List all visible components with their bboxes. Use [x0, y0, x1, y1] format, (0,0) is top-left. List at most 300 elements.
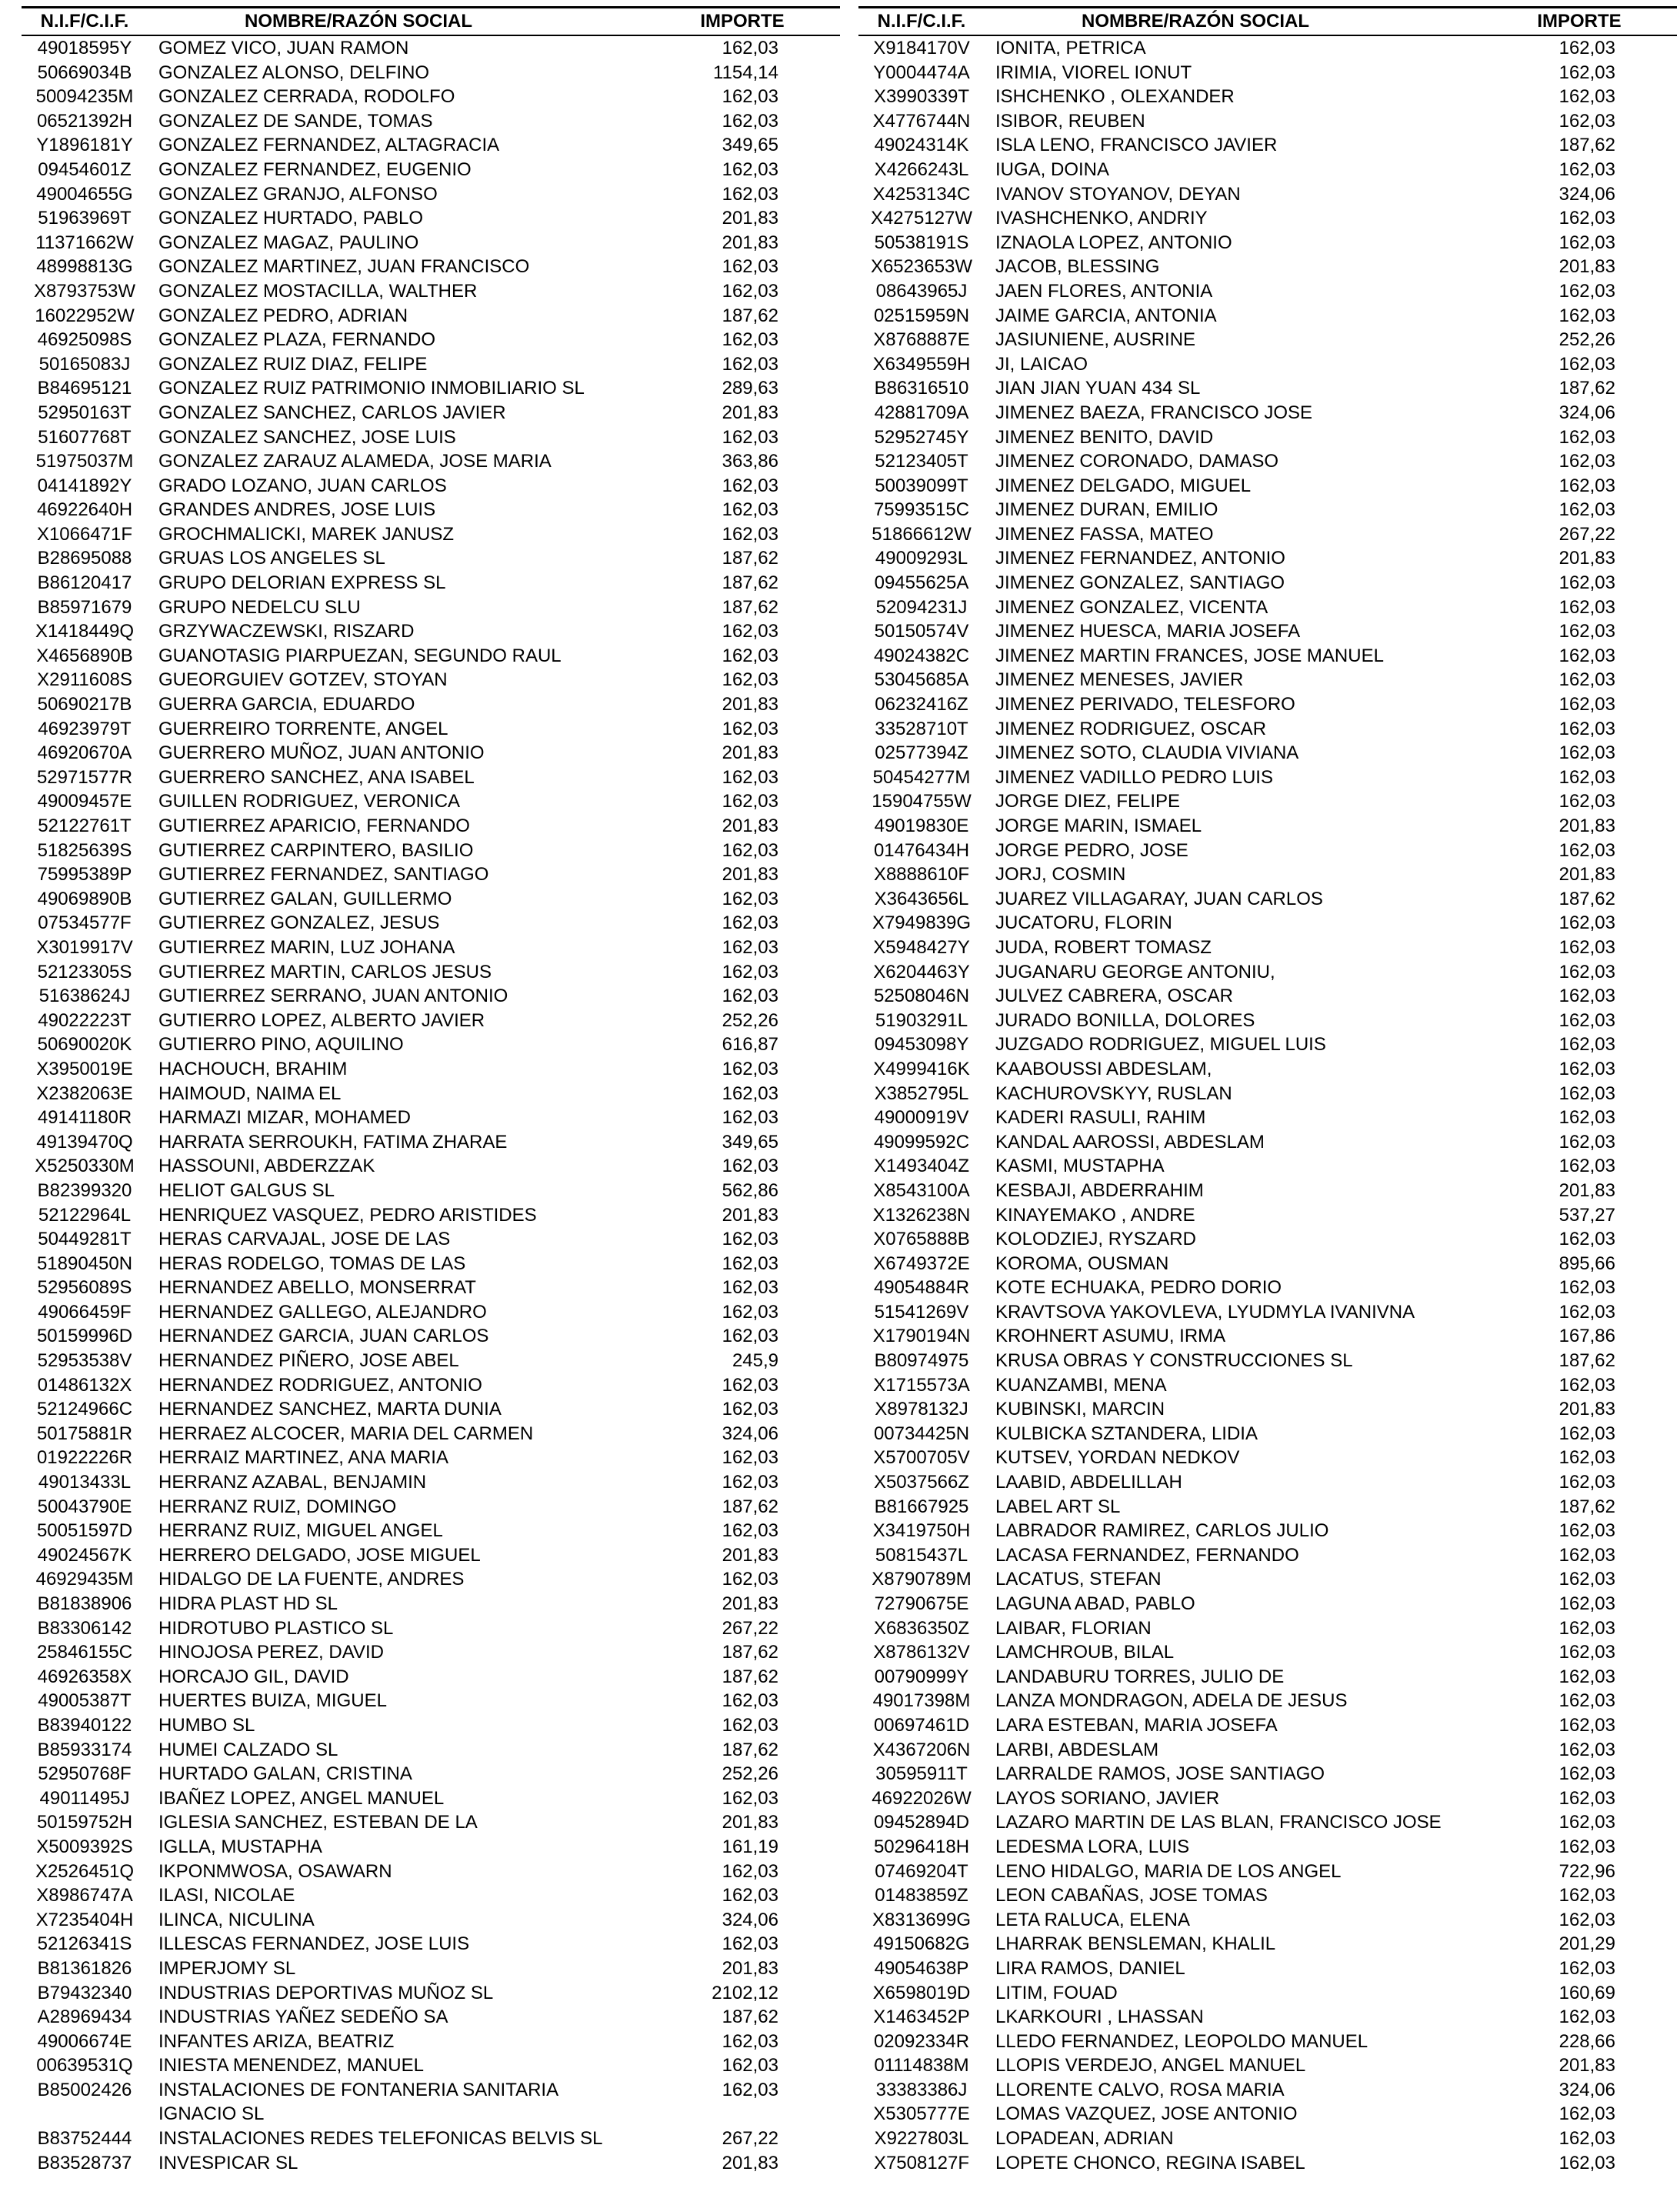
- cell-amount: 162,03: [1558, 1301, 1615, 1323]
- table-row: [858, 109, 1677, 134]
- cell-amount: 201,29: [1558, 1933, 1615, 1955]
- table-row: [22, 498, 840, 522]
- cell-nif: 49009457E: [37, 791, 132, 812]
- table-row: [858, 1397, 1677, 1422]
- cell-name: KESBAJI, ABDERRAHIM: [995, 1179, 1204, 1201]
- cell-nif: 49004655G: [36, 183, 133, 205]
- table-row: [858, 1227, 1677, 1252]
- table-row: [858, 1495, 1677, 1519]
- table-body: [858, 36, 1677, 2175]
- table-row: [22, 2151, 840, 2176]
- cell-amount: 162,03: [1558, 1690, 1615, 1712]
- cell-nif: 46929435M: [35, 1569, 134, 1590]
- table-row: [858, 1179, 1677, 1203]
- table-row: [858, 1009, 1677, 1033]
- table-row: [22, 36, 840, 61]
- cell-amount: 162,03: [1558, 1229, 1615, 1250]
- cell-nif: Y1896181Y: [36, 135, 133, 156]
- cell-amount: 201,83: [1558, 864, 1615, 886]
- cell-nif: 51890450N: [36, 1253, 133, 1274]
- cell-name: INFANTES ARIZA, BEATRIZ: [158, 2030, 395, 2052]
- cell-amount: 162,03: [722, 645, 778, 666]
- cell-name: GONZALEZ MAGAZ, PAULINO: [158, 232, 419, 253]
- cell-name: JORGE DIEZ, FELIPE: [995, 791, 1181, 812]
- table-row: [858, 1446, 1677, 1470]
- cell-amount: 162,03: [1558, 1423, 1615, 1444]
- table-row: [858, 911, 1677, 936]
- cell-name: JACOB, BLESSING: [995, 256, 1160, 278]
- cell-amount: 162,03: [722, 1229, 778, 1250]
- table-row: [858, 814, 1677, 839]
- cell-name: IGLLA, MUSTAPHA: [158, 1836, 322, 1857]
- cell-nif: B83752444: [37, 2128, 132, 2150]
- cell-amount: 162,03: [722, 1107, 778, 1129]
- cell-nif: 53045685A: [874, 669, 969, 691]
- cell-name: GUTIERREZ GALAN, GUILLERMO: [158, 888, 452, 909]
- cell-amount: 228,66: [1558, 2030, 1615, 2052]
- table-row: [22, 1640, 840, 1665]
- cell-amount: 162,03: [1558, 718, 1615, 739]
- table-row: [858, 1835, 1677, 1860]
- cell-name: LACATUS, STEFAN: [995, 1569, 1162, 1590]
- cell-amount: 162,03: [722, 110, 778, 132]
- cell-nif: 30595911T: [875, 1763, 968, 1785]
- cell-name: HARRATA SERROUKH, FATIMA ZHARAE: [158, 1131, 508, 1153]
- cell-amount: 162,03: [722, 986, 778, 1007]
- table-row: [22, 206, 840, 231]
- cell-amount: 187,62: [722, 572, 778, 594]
- cell-nif: X3950019E: [36, 1058, 133, 1079]
- cell-name: HERRAIZ MARTINEZ, ANA MARIA: [158, 1447, 448, 1469]
- cell-nif: X4253134C: [872, 183, 971, 205]
- cell-nif: X5948427Y: [873, 936, 970, 958]
- cell-name: KRAVTSOVA YAKOVLEVA, LYUDMYLA IVANIVNA: [995, 1301, 1415, 1323]
- table-header: [858, 6, 1677, 36]
- table-row: [858, 304, 1677, 329]
- cell-amount: 201,83: [722, 232, 778, 253]
- cell-amount: 324,06: [1558, 402, 1615, 423]
- cell-name: GONZALEZ RUIZ PATRIMONIO INMOBILIARIO SL: [158, 378, 585, 399]
- cell-name: KULBICKA SZTANDERA, LIDIA: [995, 1423, 1258, 1444]
- table-row: [858, 1300, 1677, 1325]
- table-row: [858, 1689, 1677, 1713]
- cell-nif: B84695121: [37, 378, 132, 399]
- cell-amount: 162,03: [722, 961, 778, 982]
- cell-amount: 267,22: [722, 2128, 778, 2150]
- table-row: [858, 1592, 1677, 1616]
- cell-amount: 187,62: [722, 1496, 778, 1517]
- cell-amount: 162,03: [722, 1569, 778, 1590]
- table-row: [22, 61, 840, 85]
- cell-name: IKPONMWOSA, OSAWARN: [158, 1860, 392, 1882]
- cell-nif: 06521392H: [36, 110, 133, 132]
- cell-amount: 162,03: [722, 329, 778, 351]
- cell-amount: 162,03: [1558, 1957, 1615, 1979]
- cell-nif: X3019917V: [36, 936, 133, 958]
- table-row: [22, 1154, 840, 1179]
- cell-nif: X8790789M: [872, 1569, 972, 1590]
- cell-amount: 201,83: [1558, 816, 1615, 836]
- cell-amount: 201,83: [1558, 548, 1615, 569]
- table-row: [22, 182, 840, 207]
- cell-amount: 162,03: [1558, 62, 1615, 83]
- table-header: [22, 6, 840, 36]
- cell-name: ILASI, NICOLAE: [158, 1885, 295, 1906]
- cell-amount: 201,83: [722, 816, 778, 836]
- cell-nif: X3990339T: [873, 86, 970, 108]
- table-row: [858, 1616, 1677, 1641]
- cell-name: LABRADOR RAMIREZ, CARLOS JULIO: [995, 1520, 1329, 1542]
- cell-name: GONZALEZ DE SANDE, TOMAS: [158, 110, 433, 132]
- cell-nif: B83940122: [37, 1714, 132, 1736]
- cell-name: HERNANDEZ ABELLO, MONSERRAT: [158, 1277, 476, 1299]
- header-nif: N.I.F/C.I.F.: [877, 11, 966, 32]
- cell-name: HINOJOSA PEREZ, DAVID: [158, 1642, 384, 1663]
- cell-name: JORGE PEDRO, JOSE: [995, 839, 1188, 861]
- cell-nif: X7949839G: [872, 912, 972, 934]
- cell-name: GONZALEZ PEDRO, ADRIAN: [158, 305, 408, 326]
- table-row: [22, 1762, 840, 1786]
- cell-nif: 51975037M: [35, 451, 134, 472]
- cell-nif: 52508046N: [873, 986, 970, 1007]
- cell-name: JIMENEZ DELGADO, MIGUEL: [995, 475, 1252, 496]
- cell-nif: X1326238N: [872, 1204, 971, 1226]
- cell-nif: 50165083J: [38, 353, 131, 375]
- cell-name: JUZGADO RODRIGUEZ, MIGUEL LUIS: [995, 1034, 1326, 1056]
- cell-nif: 50538191S: [874, 232, 969, 253]
- table-row: [858, 1032, 1677, 1057]
- cell-nif: X6523653W: [870, 256, 973, 278]
- cell-amount: 162,03: [1558, 1107, 1615, 1129]
- cell-amount: 162,03: [722, 1301, 778, 1323]
- cell-name: IGLESIA SANCHEZ, ESTEBAN DE LA: [158, 1812, 478, 1833]
- table-row: [858, 61, 1677, 85]
- cell-nif: X4367206N: [872, 1739, 971, 1760]
- cell-nif: 49141180R: [37, 1107, 132, 1129]
- cell-amount: 162,03: [722, 718, 778, 739]
- table-row: [22, 1713, 840, 1738]
- cell-amount: 162,03: [722, 475, 778, 496]
- table-row: [858, 1203, 1677, 1228]
- table-row: [22, 789, 840, 814]
- table-row: [858, 1908, 1677, 1933]
- cell-nif: X6349559H: [872, 353, 971, 375]
- cell-nif: X5037566Z: [873, 1472, 970, 1493]
- cell-amount: 162,03: [1558, 86, 1615, 108]
- cell-amount: 162,03: [1558, 1156, 1615, 1177]
- cell-name: JIMENEZ BENITO, DAVID: [995, 426, 1214, 448]
- cell-amount: 162,03: [722, 86, 778, 108]
- cell-amount: 160,69: [1558, 1982, 1615, 2003]
- cell-nif: 01486132X: [37, 1374, 132, 1396]
- cell-amount: 162,03: [722, 669, 778, 691]
- cell-amount: 161,19: [722, 1836, 778, 1857]
- cell-nif: 33528710T: [875, 718, 968, 739]
- cell-nif: X6598019D: [872, 1982, 971, 2003]
- cell-amount: 162,03: [1558, 1763, 1615, 1785]
- cell-name: LARBI, ABDESLAM: [995, 1739, 1159, 1760]
- cell-name: GONZALEZ GRANJO, ALFONSO: [158, 183, 438, 205]
- table-row: [22, 1082, 840, 1106]
- table-row: [858, 376, 1677, 401]
- cell-name: GONZALEZ RUIZ DIAZ, FELIPE: [158, 353, 428, 375]
- table-row: [22, 1738, 840, 1763]
- cell-amount: 162,03: [722, 426, 778, 448]
- cell-amount: 162,03: [722, 183, 778, 205]
- table-row: [858, 619, 1677, 644]
- cell-nif: X1790194N: [872, 1326, 971, 1347]
- cell-name: JAIME GARCIA, ANTONIA: [995, 305, 1217, 326]
- cell-amount: 162,03: [722, 1156, 778, 1177]
- cell-name: LAZARO MARTIN DE LAS BLAN, FRANCISCO JOSE: [995, 1812, 1442, 1833]
- cell-nif: X3643656L: [874, 888, 969, 909]
- cell-nif: 52950768F: [38, 1763, 132, 1785]
- cell-amount: 187,62: [1558, 1350, 1615, 1372]
- cell-amount: 162,03: [722, 1058, 778, 1079]
- cell-nif: X7235404H: [35, 1909, 134, 1930]
- table-row: [22, 692, 840, 717]
- cell-nif: 75995389P: [37, 864, 132, 886]
- cell-nif: X5700705V: [873, 1447, 970, 1469]
- cell-name: GUTIERREZ SERRANO, JUAN ANTONIO: [158, 986, 508, 1007]
- cell-amount: 201,83: [722, 208, 778, 229]
- table-row: [858, 182, 1677, 207]
- cell-name: JIMENEZ FERNANDEZ, ANTONIO: [995, 548, 1285, 569]
- cell-nif: 51866612W: [872, 523, 972, 545]
- cell-amount: 162,03: [1558, 1034, 1615, 1056]
- cell-amount: 162,03: [722, 38, 778, 58]
- cell-nif: 49054884R: [873, 1277, 970, 1299]
- cell-nif: 49009293L: [875, 548, 968, 569]
- cell-amount: 162,03: [1558, 1714, 1615, 1736]
- cell-amount: 162,03: [722, 1787, 778, 1809]
- cell-nif: 52952745Y: [874, 426, 969, 448]
- table-row: [858, 984, 1677, 1009]
- table-row: [858, 1956, 1677, 1981]
- cell-name: LHARRAK BENSLEMAN, KHALIL: [995, 1933, 1276, 1955]
- table-row: [858, 766, 1677, 790]
- cell-nif: B79432340: [37, 1982, 132, 2003]
- cell-name: GONZALEZ FERNANDEZ, ALTAGRACIA: [158, 135, 500, 156]
- cell-nif: 46922640H: [36, 499, 133, 521]
- cell-name: JI, LAICAO: [995, 353, 1088, 375]
- cell-nif: 51963969T: [38, 208, 132, 229]
- cell-amount: 162,03: [1558, 110, 1615, 132]
- cell-amount: 162,03: [1558, 1666, 1615, 1687]
- table-row: [858, 1860, 1677, 1884]
- cell-name: KACHUROVSKYY, RUSLAN: [995, 1082, 1232, 1104]
- table-row: [22, 1592, 840, 1616]
- table-row: [858, 1276, 1677, 1300]
- header-amount: IMPORTE: [700, 11, 785, 32]
- cell-nif: X5305777E: [873, 2103, 970, 2125]
- cell-amount: 537,27: [1558, 1204, 1615, 1226]
- cell-name: KRUSA OBRAS Y CONSTRUCCIONES SL: [995, 1350, 1353, 1372]
- cell-name: LAYOS SORIANO, JAVIER: [995, 1787, 1220, 1809]
- cell-nif: 49069890B: [37, 888, 132, 909]
- cell-name: LAIBAR, FLORIAN: [995, 1617, 1152, 1639]
- table-row: [858, 1932, 1677, 1956]
- cell-name: KANDAL AAROSSI, ABDESLAM: [995, 1131, 1265, 1153]
- table-row: [22, 1689, 840, 1713]
- cell-name: HELIOT GALGUS SL: [158, 1179, 335, 1201]
- cell-nif: 00639531Q: [36, 2055, 133, 2077]
- cell-nif: 49066459F: [38, 1301, 132, 1323]
- table-row: [22, 1908, 840, 1933]
- cell-nif: 51541269V: [874, 1301, 969, 1323]
- cell-name: JIAN JIAN YUAN 434 SL: [995, 378, 1201, 399]
- cell-amount: 162,03: [722, 1690, 778, 1712]
- cell-amount: 162,03: [1558, 2128, 1615, 2150]
- cell-amount: 162,03: [1558, 742, 1615, 764]
- table-row: [22, 2078, 840, 2127]
- table-row: [858, 595, 1677, 620]
- cell-amount: 201,83: [722, 2152, 778, 2173]
- cell-nif: 16022952W: [35, 305, 135, 326]
- table-row: [22, 279, 840, 304]
- table-row: [858, 1130, 1677, 1155]
- cell-name: JIMENEZ FASSA, MATEO: [995, 523, 1214, 545]
- table-row: [858, 1543, 1677, 1568]
- cell-nif: X8543100A: [873, 1179, 970, 1201]
- table-row: [858, 1883, 1677, 1908]
- cell-amount: 162,03: [1558, 1082, 1615, 1104]
- cell-amount: 187,62: [722, 1666, 778, 1687]
- cell-nif: 51825639S: [37, 839, 132, 861]
- cell-name: JUDA, ROBERT TOMASZ: [995, 936, 1212, 958]
- cell-nif: 50150574V: [874, 621, 969, 642]
- table-row: [858, 887, 1677, 912]
- cell-name: LOMAS VAZQUEZ, JOSE ANTONIO: [995, 2103, 1298, 2125]
- cell-amount: 201,83: [1558, 2055, 1615, 2077]
- cell-amount: 187,62: [722, 305, 778, 326]
- cell-amount: 324,06: [1558, 183, 1615, 205]
- cell-name: GRUAS LOS ANGELES SL: [158, 548, 385, 569]
- cell-nif: 52953538V: [37, 1350, 132, 1372]
- table-row: [22, 401, 840, 425]
- cell-name: GUERRERO MUÑOZ, JUAN ANTONIO: [158, 742, 485, 764]
- table-row: [22, 984, 840, 1009]
- cell-name: GONZALEZ PLAZA, FERNANDO: [158, 329, 436, 351]
- cell-amount: 162,03: [1558, 451, 1615, 472]
- cell-name: JAEN FLORES, ANTONIA: [995, 280, 1213, 302]
- cell-name: HIDRA PLAST HD SL: [158, 1593, 338, 1614]
- cell-nif: 50690217B: [37, 694, 132, 716]
- cell-nif: 50039099T: [875, 475, 968, 496]
- cell-amount: 162,03: [722, 280, 778, 302]
- cell-amount: 162,03: [1558, 596, 1615, 618]
- cell-amount: 162,03: [1558, 572, 1615, 594]
- cell-amount: 162,03: [722, 1082, 778, 1104]
- cell-amount: 187,62: [1558, 135, 1615, 156]
- cell-nif: 50159996D: [36, 1326, 133, 1347]
- cell-amount: 167,86: [1558, 1326, 1615, 1347]
- cell-amount: 187,62: [1558, 888, 1615, 909]
- cell-amount: 162,03: [1558, 1520, 1615, 1542]
- cell-name: GRUPO NEDELCU SLU: [158, 596, 361, 618]
- cell-amount: 252,26: [1558, 329, 1615, 351]
- cell-name: IVASHCHENKO, ANDRIY: [995, 208, 1208, 229]
- cell-name: HUMBO SL: [158, 1714, 255, 1736]
- cell-nif: X5250330M: [35, 1156, 135, 1177]
- cell-name: KADERI RASULI, RAHIM: [995, 1107, 1206, 1129]
- cell-name: GRANDES ANDRES, JOSE LUIS: [158, 499, 436, 521]
- cell-name: HERRERO DELGADO, JOSE MIGUEL: [158, 1544, 481, 1566]
- cell-name: GUERRERO SANCHEZ, ANA ISABEL: [158, 766, 475, 788]
- table-row: [858, 279, 1677, 304]
- cell-name: JORJ, COSMIN: [995, 864, 1126, 886]
- cell-nif: X5009392S: [36, 1836, 133, 1857]
- cell-nif: X8978132J: [875, 1399, 968, 1420]
- cell-nif: 09454601Z: [38, 158, 132, 180]
- table-row: [22, 1981, 840, 2006]
- cell-amount: 162,03: [722, 791, 778, 812]
- table-row: [22, 133, 840, 158]
- cell-nif: 46922026W: [872, 1787, 972, 1809]
- table-row: [858, 1665, 1677, 1690]
- cell-name: ISIBOR, REUBEN: [995, 110, 1145, 132]
- cell-nif: 49150682G: [873, 1933, 970, 1955]
- cell-amount: 162,03: [1558, 38, 1615, 58]
- table-row: [858, 1762, 1677, 1786]
- table-row: [858, 231, 1677, 255]
- cell-nif: 51638624J: [38, 986, 131, 1007]
- cell-amount: 187,62: [722, 596, 778, 618]
- cell-nif: 49005387T: [38, 1690, 132, 1712]
- cell-amount: 162,03: [722, 1933, 778, 1955]
- table-body: [22, 36, 840, 2175]
- cell-name: ISHCHENKO , OLEXANDER: [995, 86, 1235, 108]
- cell-nif: 52122964L: [38, 1204, 132, 1226]
- cell-name: GUILLEN RODRIGUEZ, VERONICA: [158, 791, 461, 812]
- cell-nif: 46926358X: [37, 1666, 132, 1687]
- cell-amount: 201,83: [722, 1544, 778, 1566]
- cell-name: HARMAZI MIZAR, MOHAMED: [158, 1107, 411, 1129]
- cell-amount: 162,03: [1558, 2007, 1615, 2028]
- cell-nif: 01114838M: [874, 2055, 969, 2077]
- cell-name: GONZALEZ CERRADA, RODOLFO: [158, 86, 455, 108]
- left-column: [22, 6, 840, 2175]
- table-row: [22, 546, 840, 571]
- table-row: [858, 1057, 1677, 1082]
- cell-amount: 162,03: [722, 499, 778, 521]
- cell-name: HASSOUNI, ABDERZZAK: [158, 1156, 375, 1177]
- cell-amount: 162,03: [1558, 2103, 1615, 2125]
- cell-nif: B81838906: [37, 1593, 132, 1614]
- cell-nif: 09452894D: [873, 1812, 970, 1833]
- cell-amount: 162,03: [722, 1253, 778, 1274]
- cell-nif: 07534577F: [38, 912, 132, 934]
- cell-amount: 562,86: [722, 1179, 778, 1201]
- table-row: [858, 1082, 1677, 1106]
- cell-name: GUTIERREZ GONZALEZ, JESUS: [158, 912, 440, 934]
- table-row: [22, 1543, 840, 1568]
- cell-amount: 162,03: [1558, 936, 1615, 958]
- cell-name: LETA RALUCA, ELENA: [995, 1909, 1190, 1930]
- cell-nif: X2526451Q: [35, 1860, 135, 1882]
- table-row: [22, 1786, 840, 1811]
- table-row: [22, 1665, 840, 1690]
- cell-amount: 162,03: [722, 2079, 778, 2100]
- cell-nif: B80974975: [874, 1350, 969, 1372]
- table-row: [22, 1324, 840, 1349]
- cell-name: GONZALEZ MOSTACILLA, WALTHER: [158, 280, 478, 302]
- table-row: [858, 1470, 1677, 1495]
- table-row: [858, 1981, 1677, 2006]
- table-row: [858, 206, 1677, 231]
- cell-nif: B81361826: [37, 1957, 132, 1979]
- cell-name: KOTE ECHUAKA, PEDRO DORIO: [995, 1277, 1282, 1299]
